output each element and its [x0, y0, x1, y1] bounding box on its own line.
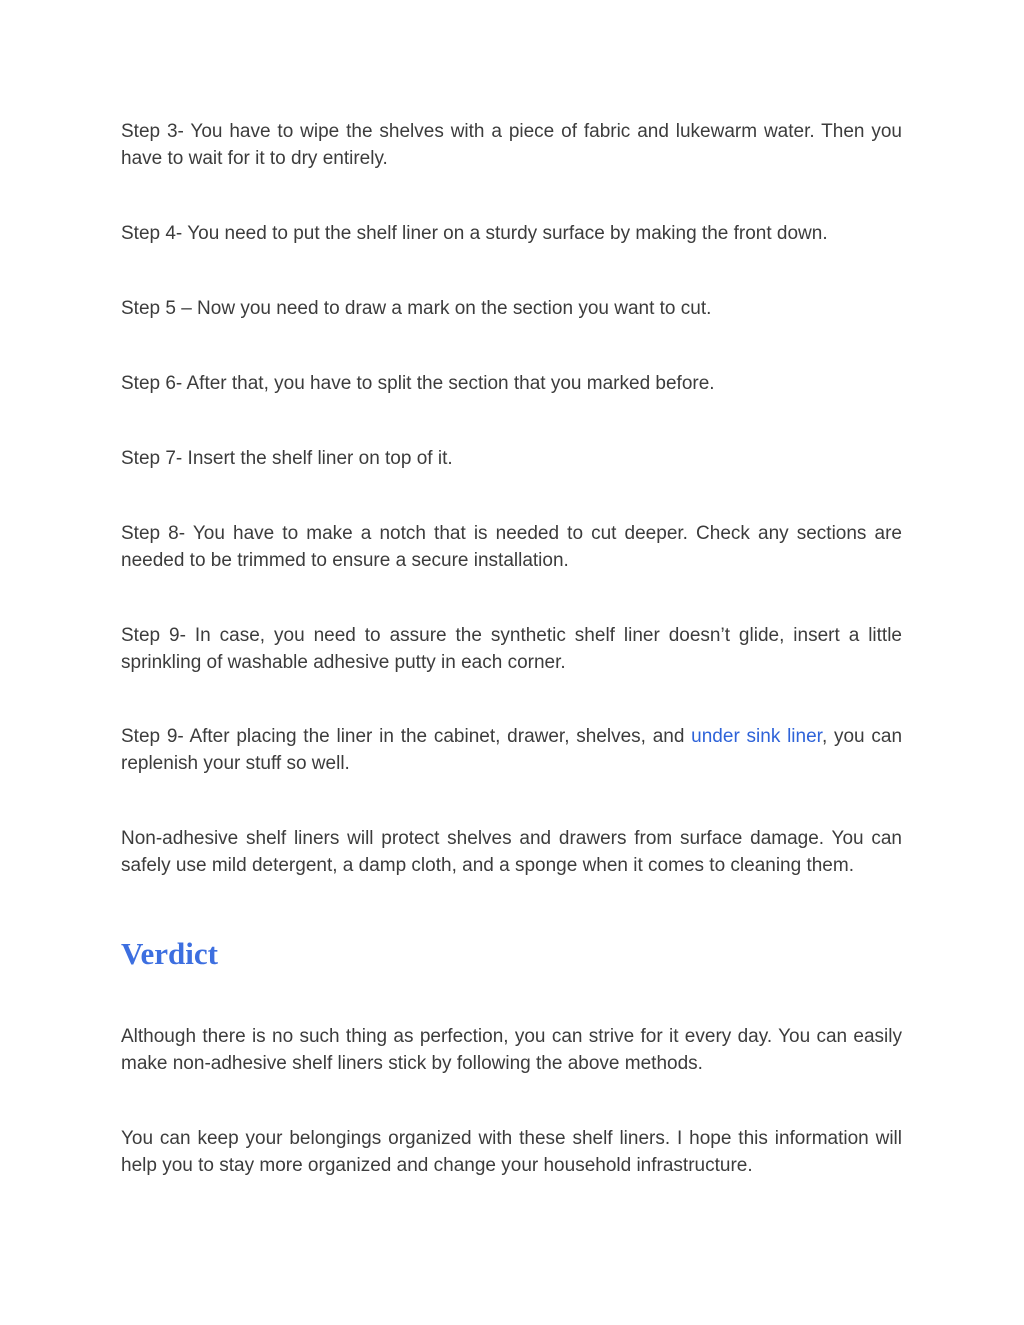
step-8-paragraph: Step 8- You have to make a notch that is needed to cut deeper. Check any sections are needed to be trimmed to ensure a secure installation. [121, 523, 902, 571]
step-4-paragraph: Step 4- You need to put the shelf liner on a sturdy surface by making the front down. [121, 223, 828, 244]
non-adhesive-paragraph: Non-adhesive shelf liners will protect shelves and drawers from surface damage. You can safely use mild detergent, a damp cloth, and a sponge when it comes to cleaning them. [121, 828, 902, 876]
verdict-paragraph-2: You can keep your belongings organized with these shelf liners. I hope this information will help you to stay more organized and change your household infrastructure. [121, 1128, 902, 1176]
under-sink-liner-link[interactable]: under sink liner [691, 726, 822, 747]
step-5-paragraph: Step 5 – Now you need to draw a mark on the section you want to cut. [121, 298, 712, 319]
step-9-text-before-link: Step 9- After placing the liner in the cabinet, drawer, shelves, and [121, 726, 692, 747]
step-9-placing-paragraph [121, 724, 902, 777]
step-9-text-after-link: , you can replenish your stuff so well. [121, 726, 903, 774]
step-6-paragraph: Step 6- After that, you have to split the section that you marked before. [121, 373, 715, 394]
step-7-paragraph: Step 7- Insert the shelf liner on top of it. [121, 448, 453, 469]
verdict-paragraph-1: Although there is no such thing as perfection, you can strive for it every day. You can easily make non-adhesive shelf liners stick by following the above methods. [121, 1026, 902, 1074]
step-9-putty-paragraph: Step 9- In case, you need to assure the synthetic shelf liner doesn’t glide, insert a little sprinkling of washable adhesive putty in each corner. [121, 625, 902, 673]
step-3-paragraph: Step 3- You have to wipe the shelves with a piece of fabric and lukewarm water. Then you have to wait for it to dry entirely. [121, 121, 902, 169]
verdict-heading: Verdict [121, 936, 218, 971]
